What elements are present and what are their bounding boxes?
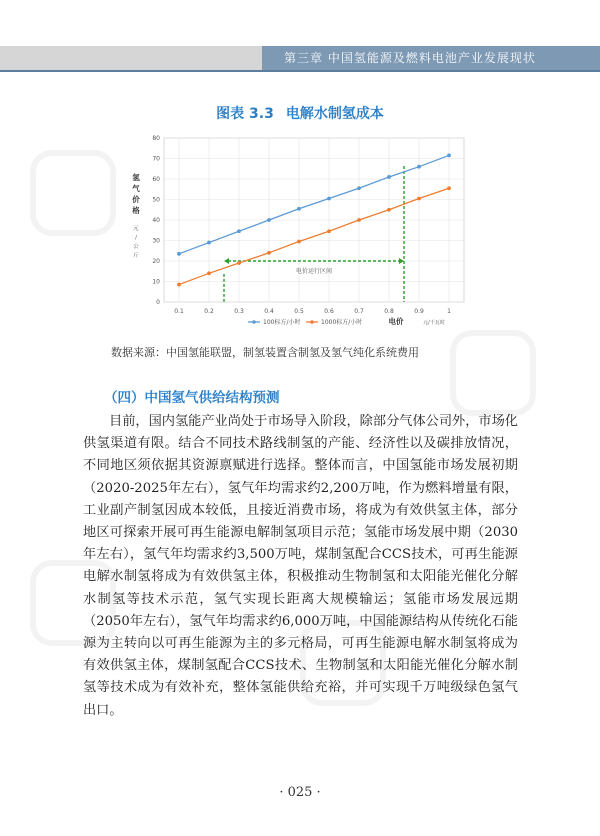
x-tick-label: 0.4 [264, 308, 274, 315]
data-point-0-8 [417, 165, 421, 169]
x-tick-label: 0.8 [384, 308, 394, 315]
y-tick-label: 30 [152, 237, 160, 245]
data-point-0-7 [387, 175, 391, 179]
header-divider [0, 70, 600, 72]
x-tick-label: 1 [447, 308, 451, 315]
source-note: 数据来源：中国氢能联盟，制氢装置含制氢及氢气纯化系统费用 [111, 346, 419, 359]
chart-svg [118, 130, 496, 332]
chart-container [118, 130, 496, 332]
data-point-1-1 [207, 271, 211, 275]
data-point-1-4 [297, 240, 301, 244]
data-point-0-2 [237, 229, 241, 233]
data-point-0-5 [327, 197, 331, 201]
x-tick-label: 0.1 [174, 308, 184, 315]
y-unit-char: 斤 [133, 253, 139, 259]
annotation-label: 电价运行区间 [295, 268, 333, 275]
data-point-1-3 [267, 251, 271, 255]
x-tick-label: 0.3 [234, 308, 244, 315]
y-tick-label: 20 [152, 258, 160, 265]
header-bar-left [0, 46, 262, 70]
x-tick-label: 0.5 [294, 308, 304, 315]
x-axis-unit: 元/千瓦时 [423, 320, 445, 326]
body-paragraph: 目前，国内氢能产业尚处于市场导入阶段，除部分气体公司外，市场化供氢渠道有限。结合不同技术路线制氢的产能、经济性以及碳排放情况，不同地区须依据其资源禀赋进行选择。整体而言，中国氢能市场发展初期（2020-2025年左右），氢气年均需求约2,200万吨，作为燃料增量有限，工业副产制氢因成本较低，且接近消费市场，将成为有效供氢主体，部分地区可探索开展可再生能源电解制氢项目示范；氢能市场发展中期（2030年左右），氢气年均需求约3,500万吨，煤制氢配合CCS技术，可再生能源电解水制氢将成为有效供氢主体，积极推动生物制氢和太阳能光催化分解水制氢等技术示范，氢气实现长距离大规模输运；氢能市场发展远期（2050年左右），氢气年均需求约6,000万吨，中国能源结构从传统化石能源为主转向以可再生能源为主的多元格局，可再生能源电解水制氢将成为有效供氢主体，煤制氢配合CCS技术、生物制氢和太阳能光催化分解水制氢等技术成为有效补充，整体氢能供给充裕，并可实现千万吨级绿色氢气出口。 [83, 414, 518, 718]
legend-label-0: 100标方/小时 [263, 319, 301, 326]
data-point-0-9 [447, 154, 451, 158]
x-tick-label: 0.9 [414, 308, 424, 315]
data-point-1-5 [327, 229, 331, 233]
x-tick-label: 0.7 [354, 308, 364, 315]
figure-title-text: 电解水制氢成本 [285, 106, 384, 122]
y-tick-label: 60 [152, 176, 160, 183]
figure-label: 图表 3.3 [216, 106, 274, 122]
section-heading: （四）中国氢气供给结构预测 [104, 390, 280, 406]
y-tick-label: 50 [152, 196, 160, 204]
y-tick-label: 10 [152, 278, 160, 286]
data-point-0-3 [267, 218, 271, 222]
y-axis-label-char: 格 [132, 206, 140, 215]
data-point-0-0 [177, 252, 181, 256]
data-point-1-2 [237, 261, 241, 265]
y-unit-char: / [135, 235, 137, 241]
y-axis-label-char: 价 [132, 195, 140, 204]
data-point-0-6 [357, 186, 361, 190]
y-unit-char: 公 [133, 244, 139, 250]
y-axis-label-char: 气 [132, 184, 140, 193]
x-axis-label: 电价 [388, 317, 404, 326]
data-point-0-1 [207, 241, 211, 245]
y-tick-label: 0 [156, 299, 160, 306]
chapter-header: 第三章 中国氢能源及燃料电池产业发展现状 [262, 46, 600, 70]
data-point-1-6 [357, 218, 361, 222]
legend-label-1: 1000标方/小时 [321, 319, 363, 326]
y-tick-label: 40 [152, 217, 160, 224]
x-tick-label: 0.6 [324, 308, 334, 315]
y-tick-label: 80 [152, 135, 160, 142]
data-point-0-4 [297, 207, 301, 211]
legend-marker-1 [310, 320, 314, 324]
figure-title [0, 103, 600, 123]
data-point-1-8 [417, 197, 421, 201]
y-unit-char: 元 [133, 226, 139, 232]
legend-marker-0 [252, 320, 256, 324]
page-number: · 025 · [279, 785, 321, 800]
x-tick-label: 0.2 [204, 308, 214, 315]
data-point-1-0 [177, 283, 181, 287]
data-point-1-9 [447, 186, 451, 190]
data-point-1-7 [387, 208, 391, 212]
y-tick-label: 70 [152, 155, 160, 163]
y-axis-label-char: 氢 [132, 173, 140, 182]
